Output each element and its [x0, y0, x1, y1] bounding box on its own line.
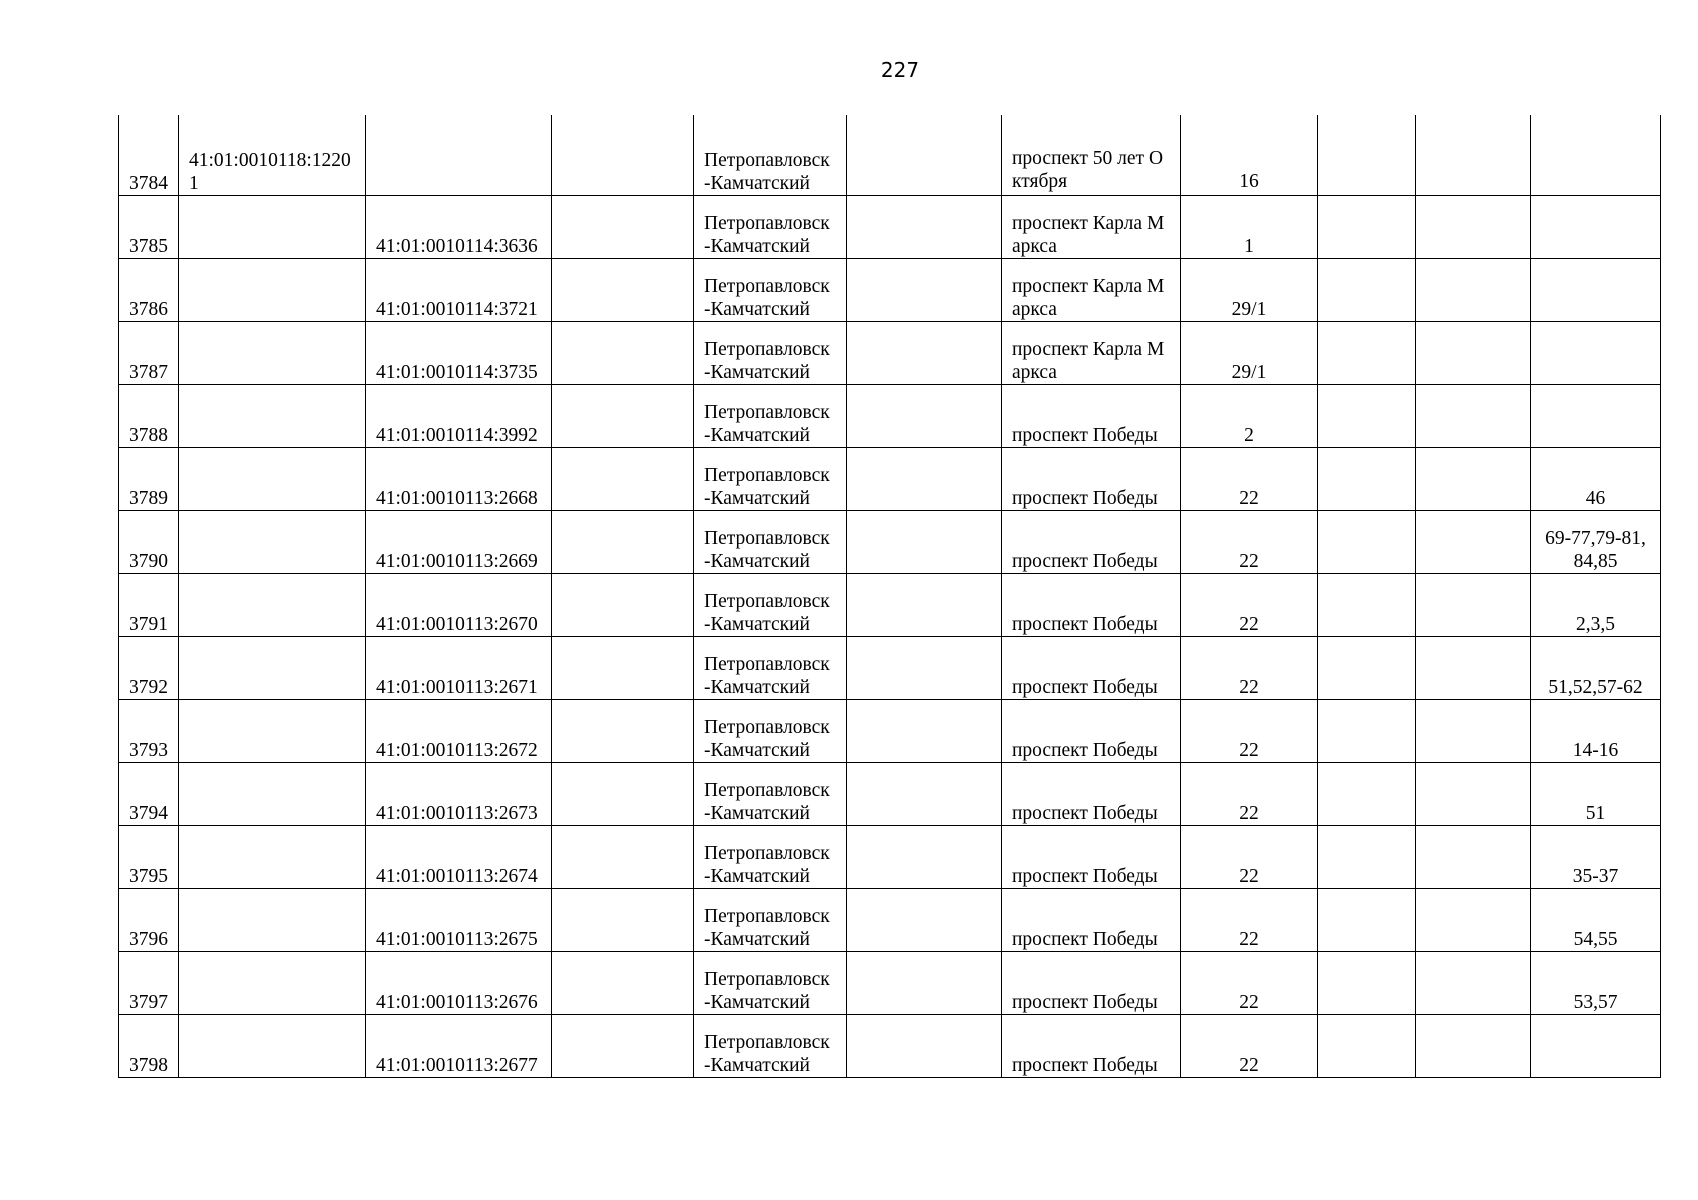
cell-empty [552, 952, 694, 1015]
cell-apartment-numbers: 51,52,57-62 [1531, 637, 1661, 700]
cell-empty [847, 763, 1002, 826]
cell-empty [1416, 763, 1531, 826]
cell-empty [1318, 385, 1416, 448]
table-row [119, 448, 1661, 511]
cell-empty [847, 511, 1002, 574]
cell-apartment-numbers: 54,55 [1531, 889, 1661, 952]
cell-empty [847, 385, 1002, 448]
cell-cadastral-number-premises: 41:01:0010113:2676 [366, 952, 552, 1015]
cell-empty [552, 511, 694, 574]
cell-empty [1318, 259, 1416, 322]
cell-empty [552, 700, 694, 763]
cell-cadastral-number-building [179, 952, 366, 1015]
cell-city: Петропавловск-Камчатский [694, 1015, 847, 1078]
cell-house-number: 22 [1181, 637, 1318, 700]
cell-city: Петропавловск-Камчатский [694, 115, 847, 196]
cell-city: Петропавловск-Камчатский [694, 637, 847, 700]
cell-cadastral-number-premises: 41:01:0010113:2673 [366, 763, 552, 826]
cell-city: Петропавловск-Камчатский [694, 448, 847, 511]
cell-cadastral-number-building [179, 889, 366, 952]
cell-empty [1416, 196, 1531, 259]
cell-house-number: 22 [1181, 511, 1318, 574]
cell-empty [552, 826, 694, 889]
cell-city: Петропавловск-Камчатский [694, 700, 847, 763]
table-row [119, 700, 1661, 763]
cell-apartment-numbers [1531, 385, 1661, 448]
cell-empty [1318, 952, 1416, 1015]
cell-empty [1318, 115, 1416, 196]
cell-city: Петропавловск-Камчатский [694, 259, 847, 322]
cell-row-number: 3790 [119, 511, 179, 574]
cell-row-number: 3789 [119, 448, 179, 511]
cell-apartment-numbers: 14-16 [1531, 700, 1661, 763]
cell-cadastral-number-premises: 41:01:0010114:3992 [366, 385, 552, 448]
cell-house-number: 22 [1181, 700, 1318, 763]
cell-empty [1318, 574, 1416, 637]
cell-empty [847, 700, 1002, 763]
cell-house-number: 22 [1181, 826, 1318, 889]
cell-street: проспект Победы [1002, 511, 1181, 574]
table-body [119, 115, 1661, 1078]
cell-apartment-numbers: 46 [1531, 448, 1661, 511]
cell-cadastral-number-premises: 41:01:0010113:2668 [366, 448, 552, 511]
cell-house-number: 1 [1181, 196, 1318, 259]
cell-house-number: 29/1 [1181, 322, 1318, 385]
cell-house-number: 22 [1181, 889, 1318, 952]
cell-row-number: 3788 [119, 385, 179, 448]
cell-street: проспект Победы [1002, 1015, 1181, 1078]
table-row [119, 637, 1661, 700]
cell-empty [1416, 385, 1531, 448]
cell-cadastral-number-building [179, 826, 366, 889]
cell-empty [552, 115, 694, 196]
cell-cadastral-number-building [179, 448, 366, 511]
cell-apartment-numbers [1531, 322, 1661, 385]
cell-apartment-numbers: 2,3,5 [1531, 574, 1661, 637]
cell-empty [1318, 511, 1416, 574]
cell-apartment-numbers: 35-37 [1531, 826, 1661, 889]
cell-empty [552, 196, 694, 259]
cell-apartment-numbers [1531, 259, 1661, 322]
table-row [119, 196, 1661, 259]
cell-empty [552, 322, 694, 385]
cell-cadastral-number-building [179, 763, 366, 826]
cell-row-number: 3797 [119, 952, 179, 1015]
cell-empty [552, 1015, 694, 1078]
cell-street: проспект Карла Маркса [1002, 322, 1181, 385]
cell-cadastral-number-premises: 41:01:0010113:2677 [366, 1015, 552, 1078]
cell-city: Петропавловск-Камчатский [694, 889, 847, 952]
cell-street: проспект 50 лет Октября [1002, 115, 1181, 196]
cell-empty [847, 115, 1002, 196]
cell-street: проспект Победы [1002, 952, 1181, 1015]
table-row [119, 952, 1661, 1015]
cell-street: проспект Победы [1002, 637, 1181, 700]
cell-cadastral-number-premises: 41:01:0010114:3735 [366, 322, 552, 385]
cell-apartment-numbers [1531, 115, 1661, 196]
cell-empty [1416, 511, 1531, 574]
cell-house-number: 22 [1181, 574, 1318, 637]
cell-row-number: 3791 [119, 574, 179, 637]
table-row [119, 385, 1661, 448]
table-row [119, 1015, 1661, 1078]
cell-apartment-numbers [1531, 196, 1661, 259]
cell-city: Петропавловск-Камчатский [694, 826, 847, 889]
cell-city: Петропавловск-Камчатский [694, 574, 847, 637]
cell-street: проспект Победы [1002, 574, 1181, 637]
cell-cadastral-number-building [179, 322, 366, 385]
cell-house-number: 22 [1181, 1015, 1318, 1078]
cell-empty [1416, 952, 1531, 1015]
cell-empty [1318, 1015, 1416, 1078]
table-row [119, 259, 1661, 322]
cell-row-number: 3794 [119, 763, 179, 826]
cell-empty [552, 448, 694, 511]
cell-cadastral-number-building [179, 1015, 366, 1078]
cell-empty [1416, 826, 1531, 889]
cell-empty [847, 826, 1002, 889]
cell-empty [1416, 259, 1531, 322]
cell-house-number: 2 [1181, 385, 1318, 448]
cell-city: Петропавловск-Камчатский [694, 952, 847, 1015]
cell-street: проспект Победы [1002, 385, 1181, 448]
property-table [118, 115, 1661, 1078]
cell-street: проспект Победы [1002, 889, 1181, 952]
cell-house-number: 29/1 [1181, 259, 1318, 322]
cell-empty [847, 448, 1002, 511]
cell-row-number: 3784 [119, 115, 179, 196]
cell-empty [847, 637, 1002, 700]
cell-cadastral-number-premises: 41:01:0010114:3721 [366, 259, 552, 322]
cell-apartment-numbers: 51 [1531, 763, 1661, 826]
table-row [119, 574, 1661, 637]
cell-cadastral-number-premises: 41:01:0010113:2670 [366, 574, 552, 637]
cell-cadastral-number-building [179, 700, 366, 763]
cell-empty [847, 574, 1002, 637]
cell-cadastral-number-building [179, 196, 366, 259]
cell-empty [1318, 322, 1416, 385]
cell-row-number: 3786 [119, 259, 179, 322]
cell-house-number: 22 [1181, 763, 1318, 826]
cell-city: Петропавловск-Камчатский [694, 196, 847, 259]
cell-empty [847, 1015, 1002, 1078]
cell-empty [1318, 826, 1416, 889]
cell-row-number: 3792 [119, 637, 179, 700]
cell-empty [847, 322, 1002, 385]
cell-cadastral-number-premises: 41:01:0010113:2672 [366, 700, 552, 763]
table-row [119, 826, 1661, 889]
cell-cadastral-number-premises: 41:01:0010113:2669 [366, 511, 552, 574]
cell-city: Петропавловск-Камчатский [694, 322, 847, 385]
table-row [119, 763, 1661, 826]
cell-cadastral-number-building [179, 385, 366, 448]
cell-empty [552, 889, 694, 952]
cell-empty [552, 637, 694, 700]
cell-cadastral-number-building [179, 637, 366, 700]
cell-row-number: 3785 [119, 196, 179, 259]
cell-empty [552, 763, 694, 826]
cell-row-number: 3793 [119, 700, 179, 763]
cell-empty [1416, 448, 1531, 511]
cell-city: Петропавловск-Камчатский [694, 763, 847, 826]
cell-empty [1416, 1015, 1531, 1078]
cell-empty [847, 952, 1002, 1015]
cell-empty [1416, 889, 1531, 952]
cell-empty [552, 574, 694, 637]
cell-row-number: 3796 [119, 889, 179, 952]
cell-cadastral-number-premises: 41:01:0010113:2674 [366, 826, 552, 889]
cell-empty [1416, 574, 1531, 637]
cell-empty [847, 196, 1002, 259]
cell-empty [1416, 322, 1531, 385]
cell-empty [1318, 448, 1416, 511]
table-row [119, 322, 1661, 385]
table-row [119, 115, 1661, 196]
cell-empty [1318, 700, 1416, 763]
cell-empty [1416, 700, 1531, 763]
cell-street: проспект Карла Маркса [1002, 259, 1181, 322]
cell-city: Петропавловск-Камчатский [694, 511, 847, 574]
cell-cadastral-number-premises [366, 115, 552, 196]
cell-street: проспект Победы [1002, 826, 1181, 889]
cell-apartment-numbers: 53,57 [1531, 952, 1661, 1015]
cell-empty [1416, 115, 1531, 196]
cell-street: проспект Победы [1002, 763, 1181, 826]
cell-cadastral-number-building [179, 574, 366, 637]
cell-empty [1318, 637, 1416, 700]
cell-empty [1318, 196, 1416, 259]
cell-cadastral-number-building: 41:01:0010118:12201 [179, 115, 366, 196]
cell-row-number: 3787 [119, 322, 179, 385]
cell-empty [552, 259, 694, 322]
cell-row-number: 3795 [119, 826, 179, 889]
cell-house-number: 22 [1181, 448, 1318, 511]
cell-empty [1416, 637, 1531, 700]
cell-street: проспект Карла Маркса [1002, 196, 1181, 259]
cell-cadastral-number-building [179, 259, 366, 322]
cell-row-number: 3798 [119, 1015, 179, 1078]
cell-empty [552, 385, 694, 448]
cell-cadastral-number-premises: 41:01:0010114:3636 [366, 196, 552, 259]
cell-empty [847, 259, 1002, 322]
cell-empty [847, 889, 1002, 952]
cell-city: Петропавловск-Камчатский [694, 385, 847, 448]
cell-empty [1318, 889, 1416, 952]
cell-cadastral-number-building [179, 511, 366, 574]
cell-street: проспект Победы [1002, 448, 1181, 511]
cell-apartment-numbers: 69-77,79-81,84,85 [1531, 511, 1661, 574]
cell-cadastral-number-premises: 41:01:0010113:2675 [366, 889, 552, 952]
cell-street: проспект Победы [1002, 700, 1181, 763]
table-row [119, 511, 1661, 574]
table-row [119, 889, 1661, 952]
page-number: 227 [880, 58, 920, 82]
cell-cadastral-number-premises: 41:01:0010113:2671 [366, 637, 552, 700]
cell-house-number: 22 [1181, 952, 1318, 1015]
cell-empty [1318, 763, 1416, 826]
cell-apartment-numbers [1531, 1015, 1661, 1078]
cell-house-number: 16 [1181, 115, 1318, 196]
